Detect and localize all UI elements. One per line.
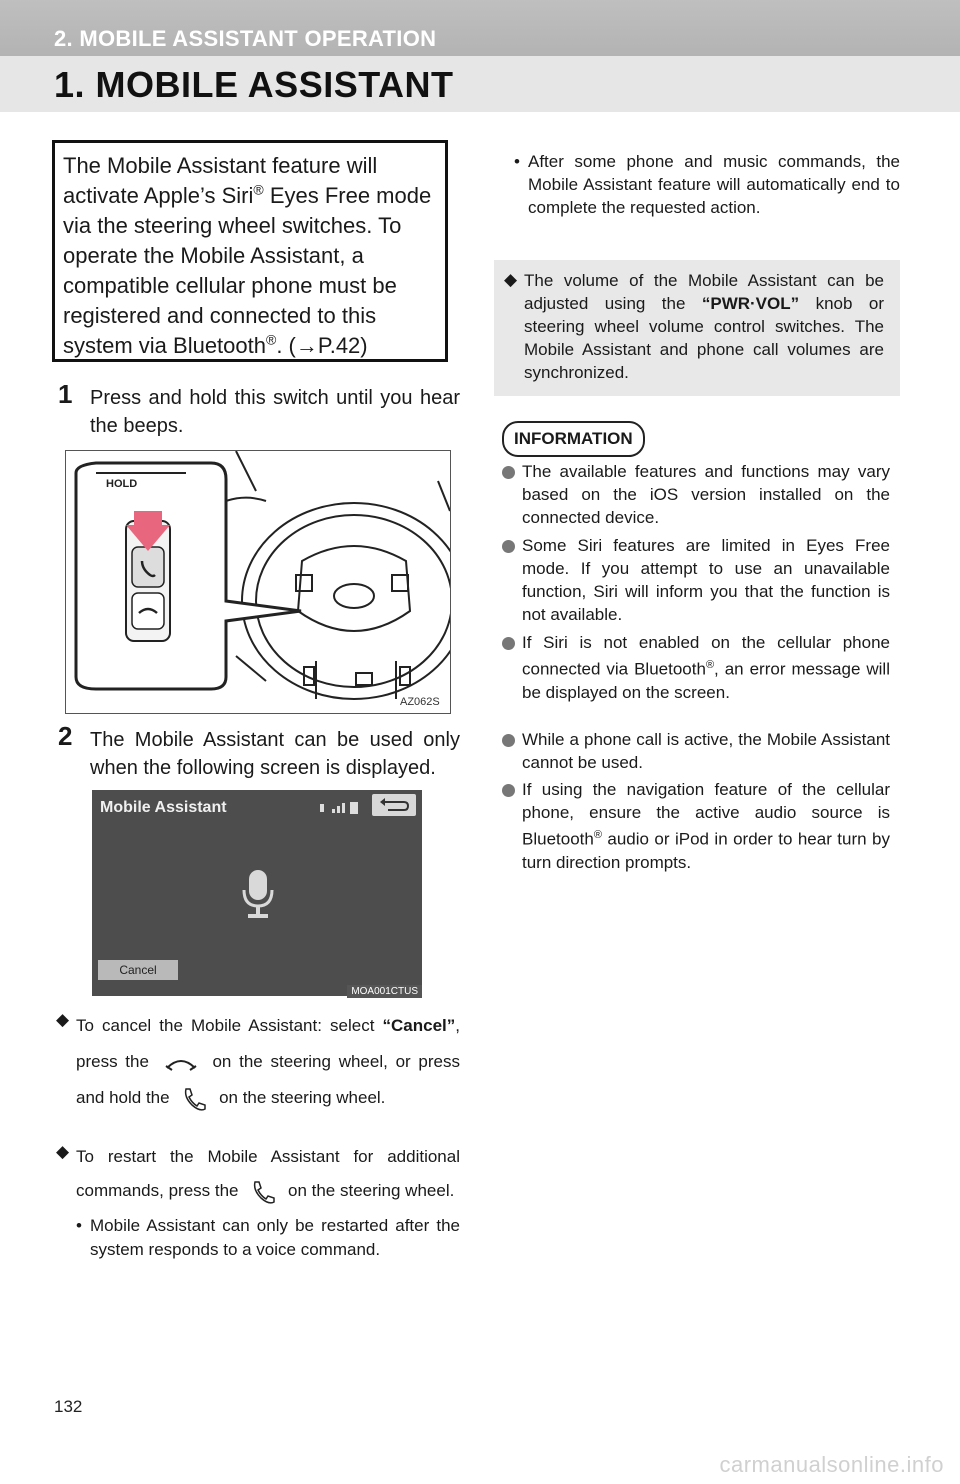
info-item: If Siri is not enabled on the cellular phone connected via Bluetooth®, an error message will be displayed on the screen. <box>502 631 890 704</box>
circle-bullet-icon <box>502 784 515 797</box>
back-button[interactable] <box>372 794 416 816</box>
diamond-bullet-icon: ◆ <box>504 270 518 289</box>
page-title: 1. MOBILE ASSISTANT <box>54 64 454 105</box>
hang-up-icon <box>163 1054 199 1072</box>
circle-bullet-icon <box>502 466 515 479</box>
bullet-restart: ◆ To restart the Mobile Assistant for additional commands, press the on the steering wheel. <box>56 1140 460 1208</box>
diamond-bullet-icon: ◆ <box>56 1010 70 1029</box>
step-text: Press and hold this switch until you hear the beeps. <box>90 387 460 437</box>
steering-wheel-illustration <box>66 451 450 713</box>
intro-line: compatible cellular phone must be <box>63 273 397 298</box>
diamond-bullet-icon: ◆ <box>56 1142 70 1161</box>
info-item: While a phone call is active, the Mobile Assistant cannot be used. <box>502 728 890 774</box>
bullet-cancel: ◆ To cancel the Mobile Assistant: select “Cancel”, press the on the steering wheel, or press and hold the on the steering wheel. <box>56 1008 460 1116</box>
info-item: The available features and functions may vary based on the iOS version installed on the connected device. <box>502 460 890 529</box>
intro-line: The Mobile Assistant feature will <box>63 153 378 178</box>
section-title: 2. MOBILE ASSISTANT OPERATION <box>54 26 437 51</box>
page-header <box>0 0 960 112</box>
intro-line: registered and connected to this <box>63 303 377 328</box>
step-1 <box>58 379 460 440</box>
registered-mark: ® <box>265 331 277 348</box>
registered-mark: ® <box>593 829 602 841</box>
intro-line: operate the Mobile Assistant, a <box>63 243 364 268</box>
cancel-button[interactable]: Cancel <box>98 960 178 980</box>
screen-title: Mobile Assistant <box>100 799 227 816</box>
sub-bullet-auto-end: • After some phone and music commands, the Mobile Assistant feature will automatically end to complete the requested action. <box>514 152 900 217</box>
watermark: carmanualsonline.info <box>719 1452 944 1477</box>
back-icon <box>372 794 416 816</box>
step-2 <box>58 721 460 782</box>
sub-bullet-dot: • <box>76 1216 82 1235</box>
intro-line: via the steering wheel switches. To <box>63 213 402 238</box>
volume-note-text: The volume of the Mobile Assistant can be adjusted using the “PWR·VOL” knob or steering wheel volume control switches. The Mobile Assistant and phone call volumes are synchronized. <box>524 271 884 382</box>
volume-note-box <box>494 260 900 396</box>
circle-bullet-icon <box>502 540 515 553</box>
step-text: The Mobile Assistant can be used only when the following screen is displayed. <box>90 729 460 779</box>
steering-wheel-figure <box>65 450 451 714</box>
intro-box <box>52 140 448 362</box>
microphone-icon <box>240 870 276 920</box>
registered-mark: ® <box>705 659 715 671</box>
figure-code: AZ062S <box>400 696 440 708</box>
phone-icon <box>249 1178 277 1206</box>
information-label: INFORMATION <box>502 421 645 457</box>
info-item: Some Siri features are limited in Eyes Free mode. If you attempt to use an unavailable function, Siri will inform you that the function is not available. <box>502 534 890 626</box>
info-item: If using the navigation feature of the cellular phone, ensure the active audio source is Bluetooth® audio or iPod in order to hear turn by turn direction prompts. <box>502 778 890 874</box>
hold-label: HOLD <box>106 478 138 490</box>
sub-bullet-restart-note: • Mobile Assistant can only be restarted after the system responds to a voice command. <box>76 1216 460 1259</box>
circle-bullet-icon <box>502 637 515 650</box>
status-icons <box>318 800 368 816</box>
page-number: 132 <box>54 1397 83 1416</box>
registered-mark: ® <box>253 181 264 198</box>
phone-icon <box>180 1085 208 1113</box>
step-number: 2 <box>58 721 73 751</box>
sub-bullet-dot: • <box>514 152 520 171</box>
intro-line: system via Bluetooth®. (→P.42) <box>63 331 368 358</box>
circle-bullet-icon <box>502 734 515 747</box>
mobile-assistant-screen <box>92 790 422 996</box>
intro-line: activate Apple’s Siri® Eyes Free mode <box>63 181 432 208</box>
figure-code: MOA001CTUS <box>347 985 422 998</box>
step-number: 1 <box>58 379 73 409</box>
